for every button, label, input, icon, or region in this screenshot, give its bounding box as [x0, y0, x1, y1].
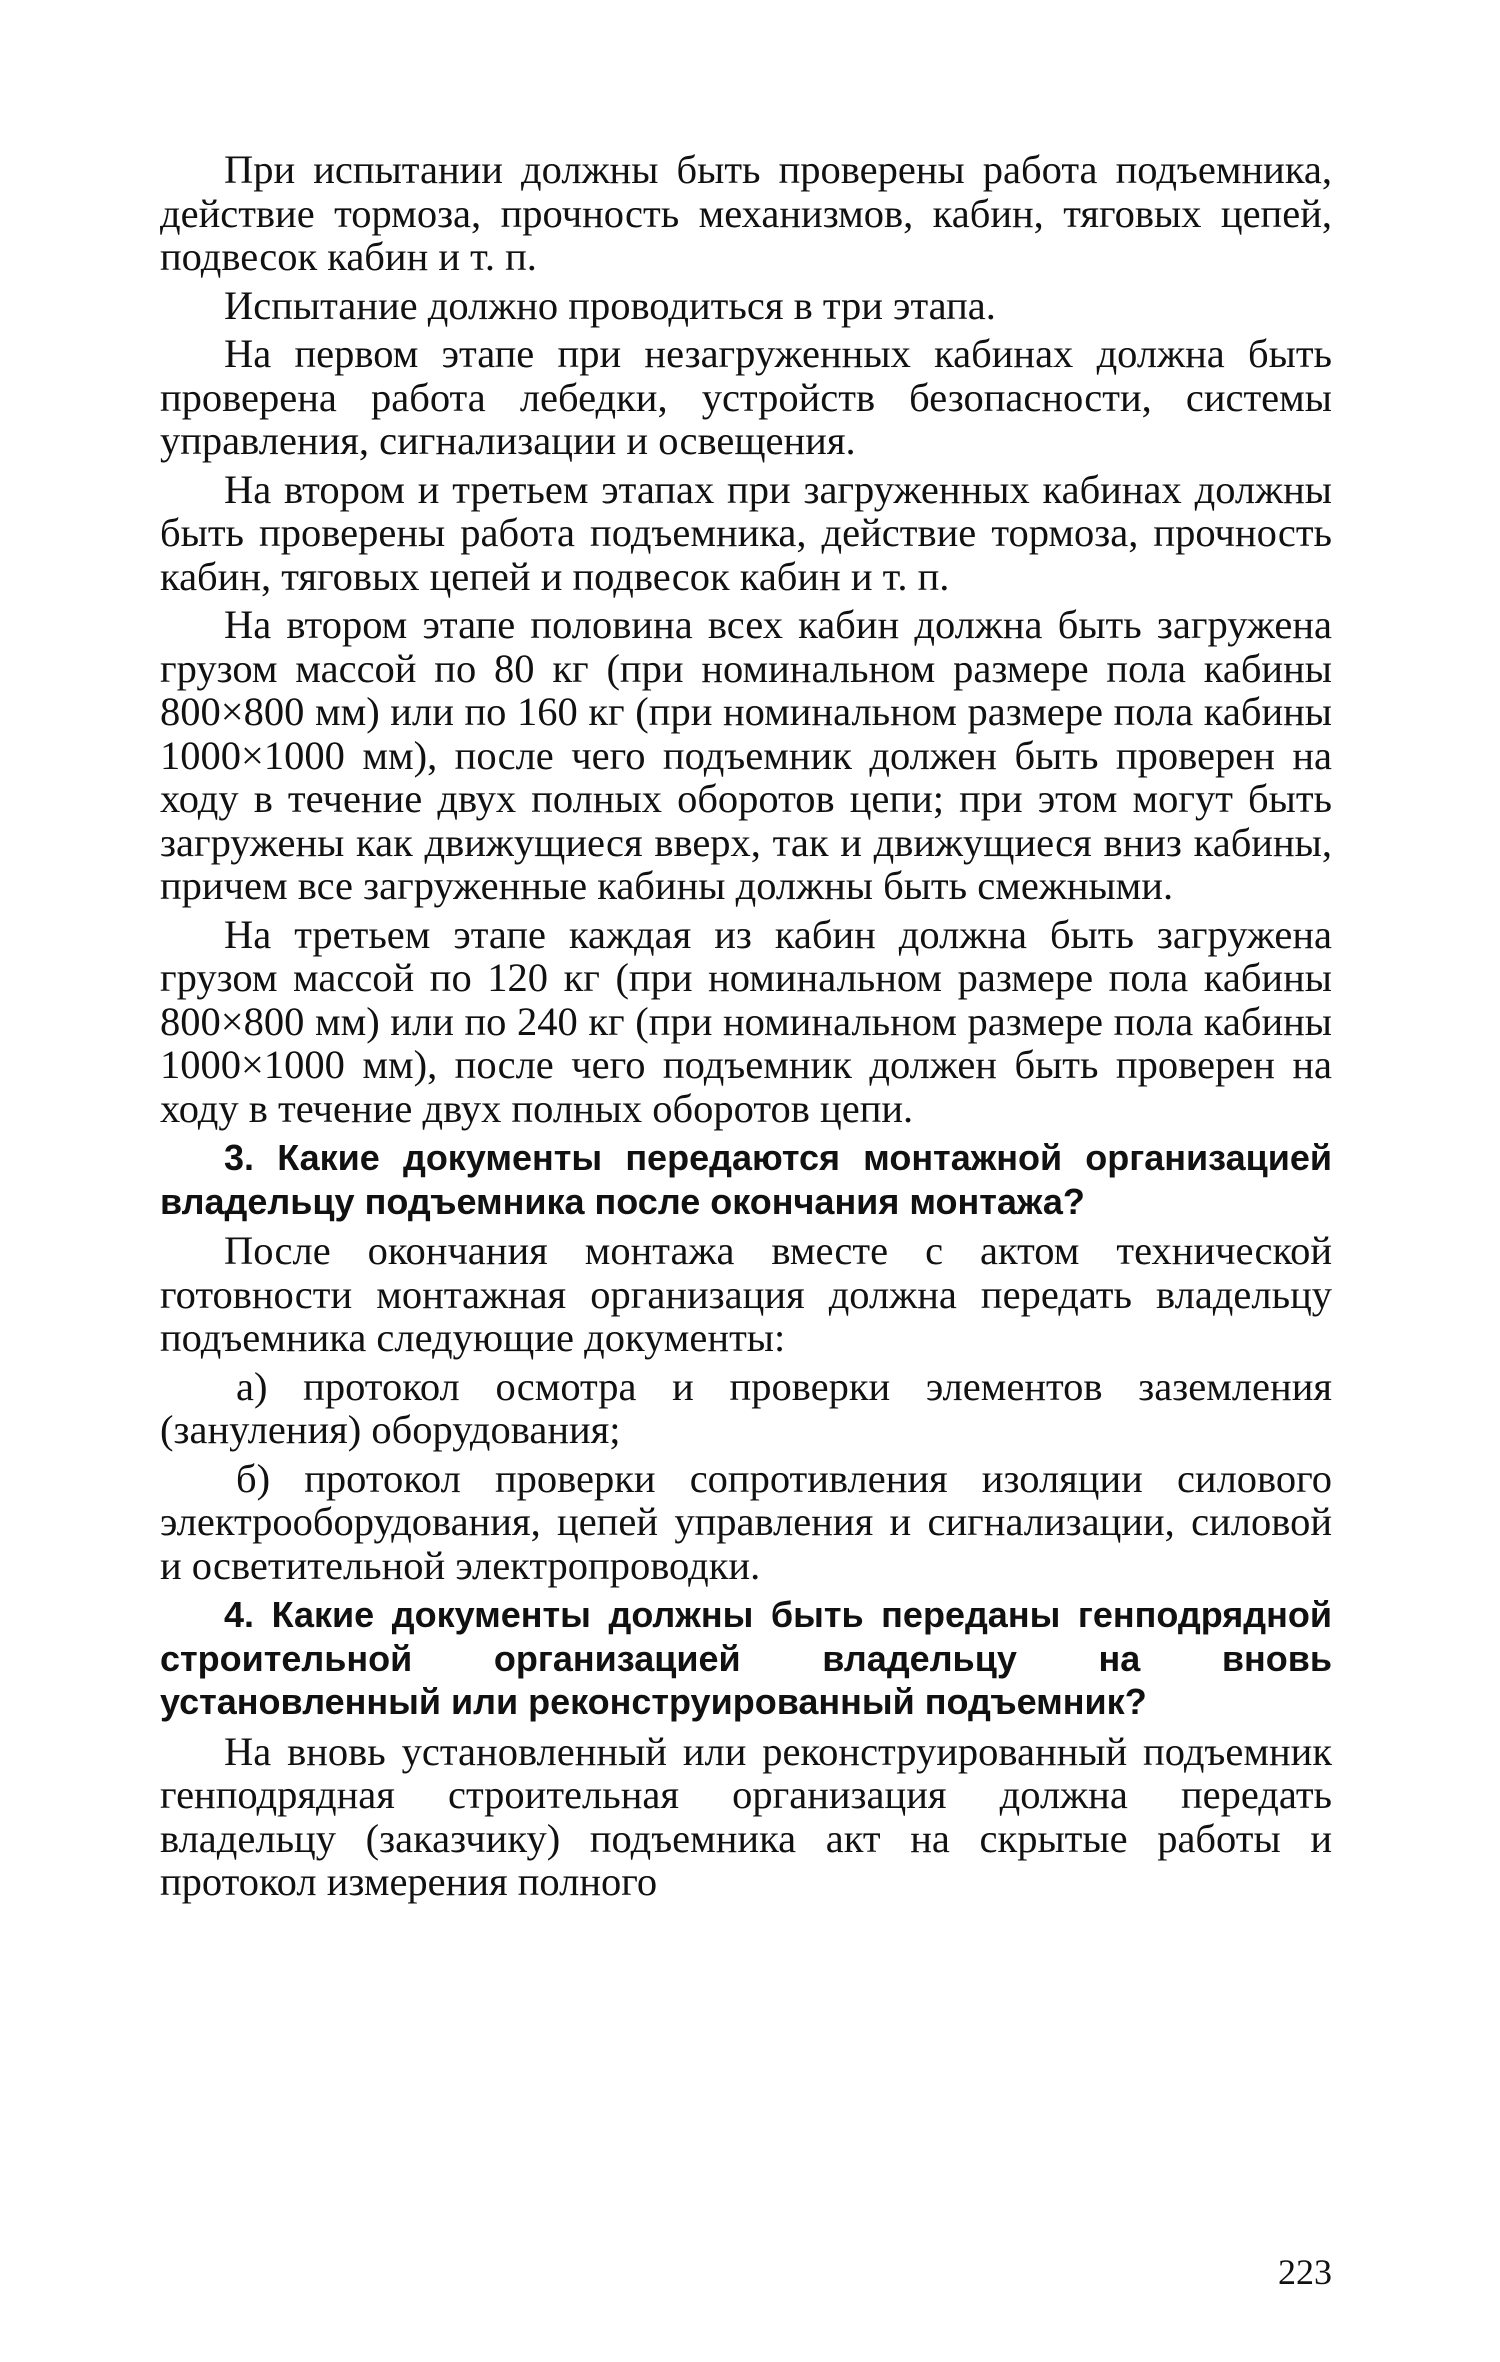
paragraph-stage-two: На втором этапе половина всех кабин должна быть загружена грузом массой по 80 кг (при номинальном размере пола кабины 800×800 мм) или по 160 кг (при номинальном размере пола кабины 1000×1000 мм), после чего подъемник должен быть проверен на ходу в течение двух полных оборотов цепи; при этом могут быть загружены как движущиеся вверх, так и движущиеся вниз кабины, причем все загруженные кабины должны быть смежными.: [160, 602, 1332, 908]
question-3-item-b: б) протокол проверки сопротивления изоляции силового электрооборудования, цепей управления и сигнализации, силовой и осветительной электропроводки.: [160, 1455, 1332, 1588]
question-3-answer: После окончания монтажа вместе с актом технической готовности монтажная организация должна передать владельцу подъемника следующие документы:: [160, 1228, 1332, 1360]
paragraph-testing-scope: При испытании должны быть проверены работа подъемника, действие тормоза, прочность механизмов, кабин, тяговых цепей, подвесок кабин и т. п.: [160, 147, 1332, 279]
page-number: 223: [1278, 2252, 1332, 2292]
paragraph-stages-two-three: На втором и третьем этапах при загруженных кабинах должны быть проверены работа подъемника, действие тормоза, прочность кабин, тяговых цепей и подвесок кабин и т. п.: [160, 466, 1332, 599]
question-4-heading: 4. Какие документы должны быть переданы генподрядной строительной организацией владельцу на вновь установленный или реконструированный подъемник?: [160, 1594, 1332, 1722]
question-3-item-a: а) протокол осмотра и проверки элементов заземления (зануления) оборудования;: [160, 1363, 1332, 1452]
page-body: [160, 148, 1332, 1904]
paragraph-stage-three: На третьем этапе каждая из кабин должна быть загружена грузом массой по 120 кг (при номинальном размере пола кабины 800×800 мм) или по 240 кг (при номинальном размере пола кабины 1000×1000 мм), после чего подъемник должен быть проверен на ходу в течение двух полных оборотов цепи.: [160, 911, 1332, 1131]
paragraph-stage-one: На первом этапе при незагруженных кабинах должна быть проверена работа лебедки, устройств безопасности, системы управления, сигнализации и освещения.: [160, 331, 1332, 463]
question-3-heading: 3. Какие документы передаются монтажной организацией владельцу подъемника после окончания монтажа?: [160, 1137, 1332, 1222]
question-4-answer: На вновь установленный или реконструированный подъемник генподрядная строительная организация должна передать владельцу (заказчику) подъемника акт на скрытые работы и протокол измерения полного: [160, 1728, 1332, 1904]
paragraph-three-stages: Испытание должно проводиться в три этапа.: [224, 282, 996, 328]
